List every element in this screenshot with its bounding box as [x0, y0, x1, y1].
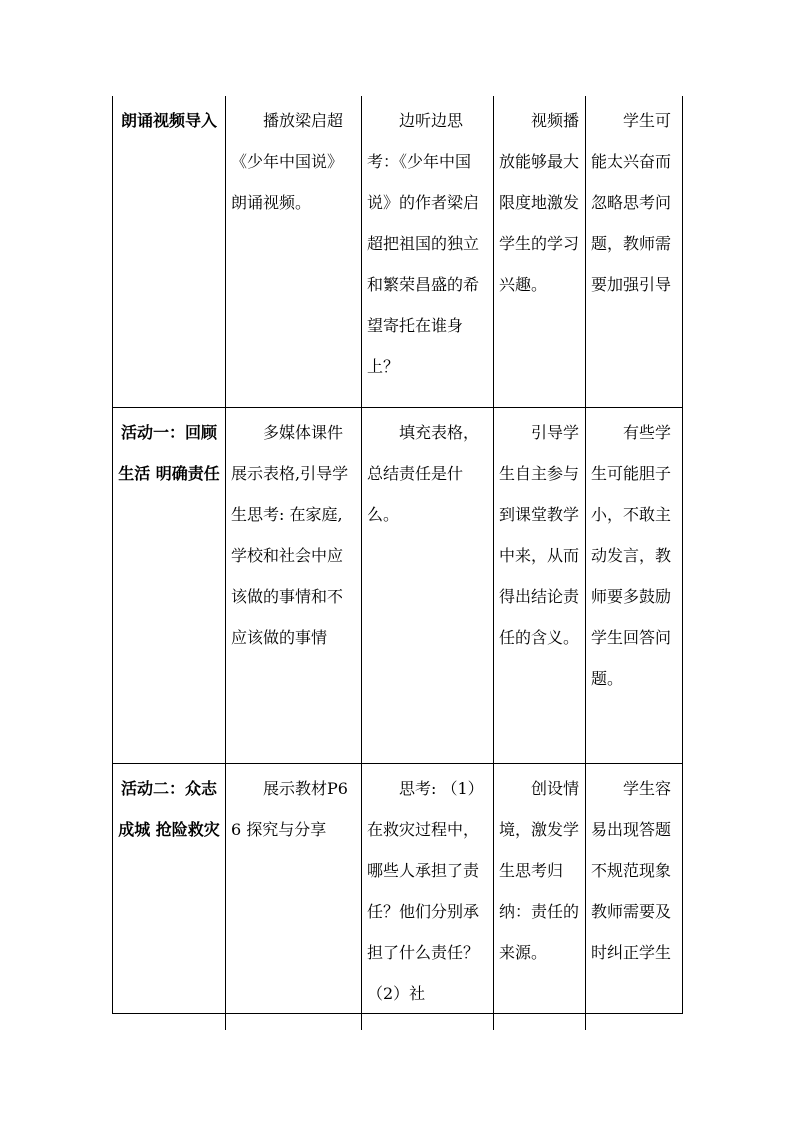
student-activity-cell [361, 764, 493, 1030]
design-intent-cell [493, 408, 585, 763]
design-intent-cell [493, 96, 585, 407]
forecast-cell [585, 96, 680, 407]
teacher-activity-cell [225, 408, 361, 763]
forecast-text: 学生可能太兴奋而忽略思考问题，教师需要加强引导 [591, 111, 672, 294]
stage-cell [113, 408, 225, 763]
stage-text: 朗诵视频导入 [120, 111, 217, 130]
student-activity-text: 边听边思考：《少年中国说》的作者梁启超把祖国的独立和繁荣昌盛的希望寄托在谁身上？ [367, 111, 480, 376]
stage-text: 活动一：回顾生活 明确责任 [118, 423, 220, 483]
design-intent-text: 视频播放能够最大限度地激发学生的学习兴趣。 [499, 111, 580, 294]
table-row [113, 96, 682, 407]
teacher-activity-text: 展示教材P66 探究与分享 [231, 779, 348, 839]
forecast-cell [585, 408, 680, 763]
stage-cell [113, 764, 225, 1030]
stage-cell [113, 96, 225, 407]
table-row [113, 763, 682, 1013]
design-intent-text: 创设情境，激发学生思考归纳：责任的来源。 [499, 779, 580, 962]
student-activity-text: 思考: （1）在救灾过程中，哪些人承担了责任？他们分别承担了什么责任？（2）社 [367, 779, 484, 1003]
table-row [113, 407, 682, 763]
design-intent-cell [493, 764, 585, 1030]
teacher-activity-cell [225, 96, 361, 407]
forecast-text: 有些学生可能胆子小，不敢主动发言，教师要多鼓励学生回答问题。 [591, 423, 672, 688]
student-activity-text: 填充表格，总结责任是什么。 [367, 423, 480, 524]
teacher-activity-text: 播放梁启超《少年中国说》朗诵视频。 [231, 111, 344, 212]
teacher-activity-text: 多媒体课件展示表格,引导学生思考: 在家庭,学校和社会中应该做的事情和不应该做的事情 [231, 423, 349, 647]
teacher-activity-cell [225, 764, 361, 1030]
forecast-text: 学生容易出现答题不规范现象教师需要及时纠正学生 [591, 779, 672, 962]
student-activity-cell [361, 96, 493, 407]
forecast-cell [585, 764, 680, 1030]
design-intent-text: 引导学生自主参与到课堂教学中来，从而得出结论责任的含义。 [499, 423, 580, 647]
stage-text: 活动二：众志成城 抢险救灾 [118, 779, 220, 839]
student-activity-cell [361, 408, 493, 763]
lesson-plan-table [112, 96, 683, 1014]
